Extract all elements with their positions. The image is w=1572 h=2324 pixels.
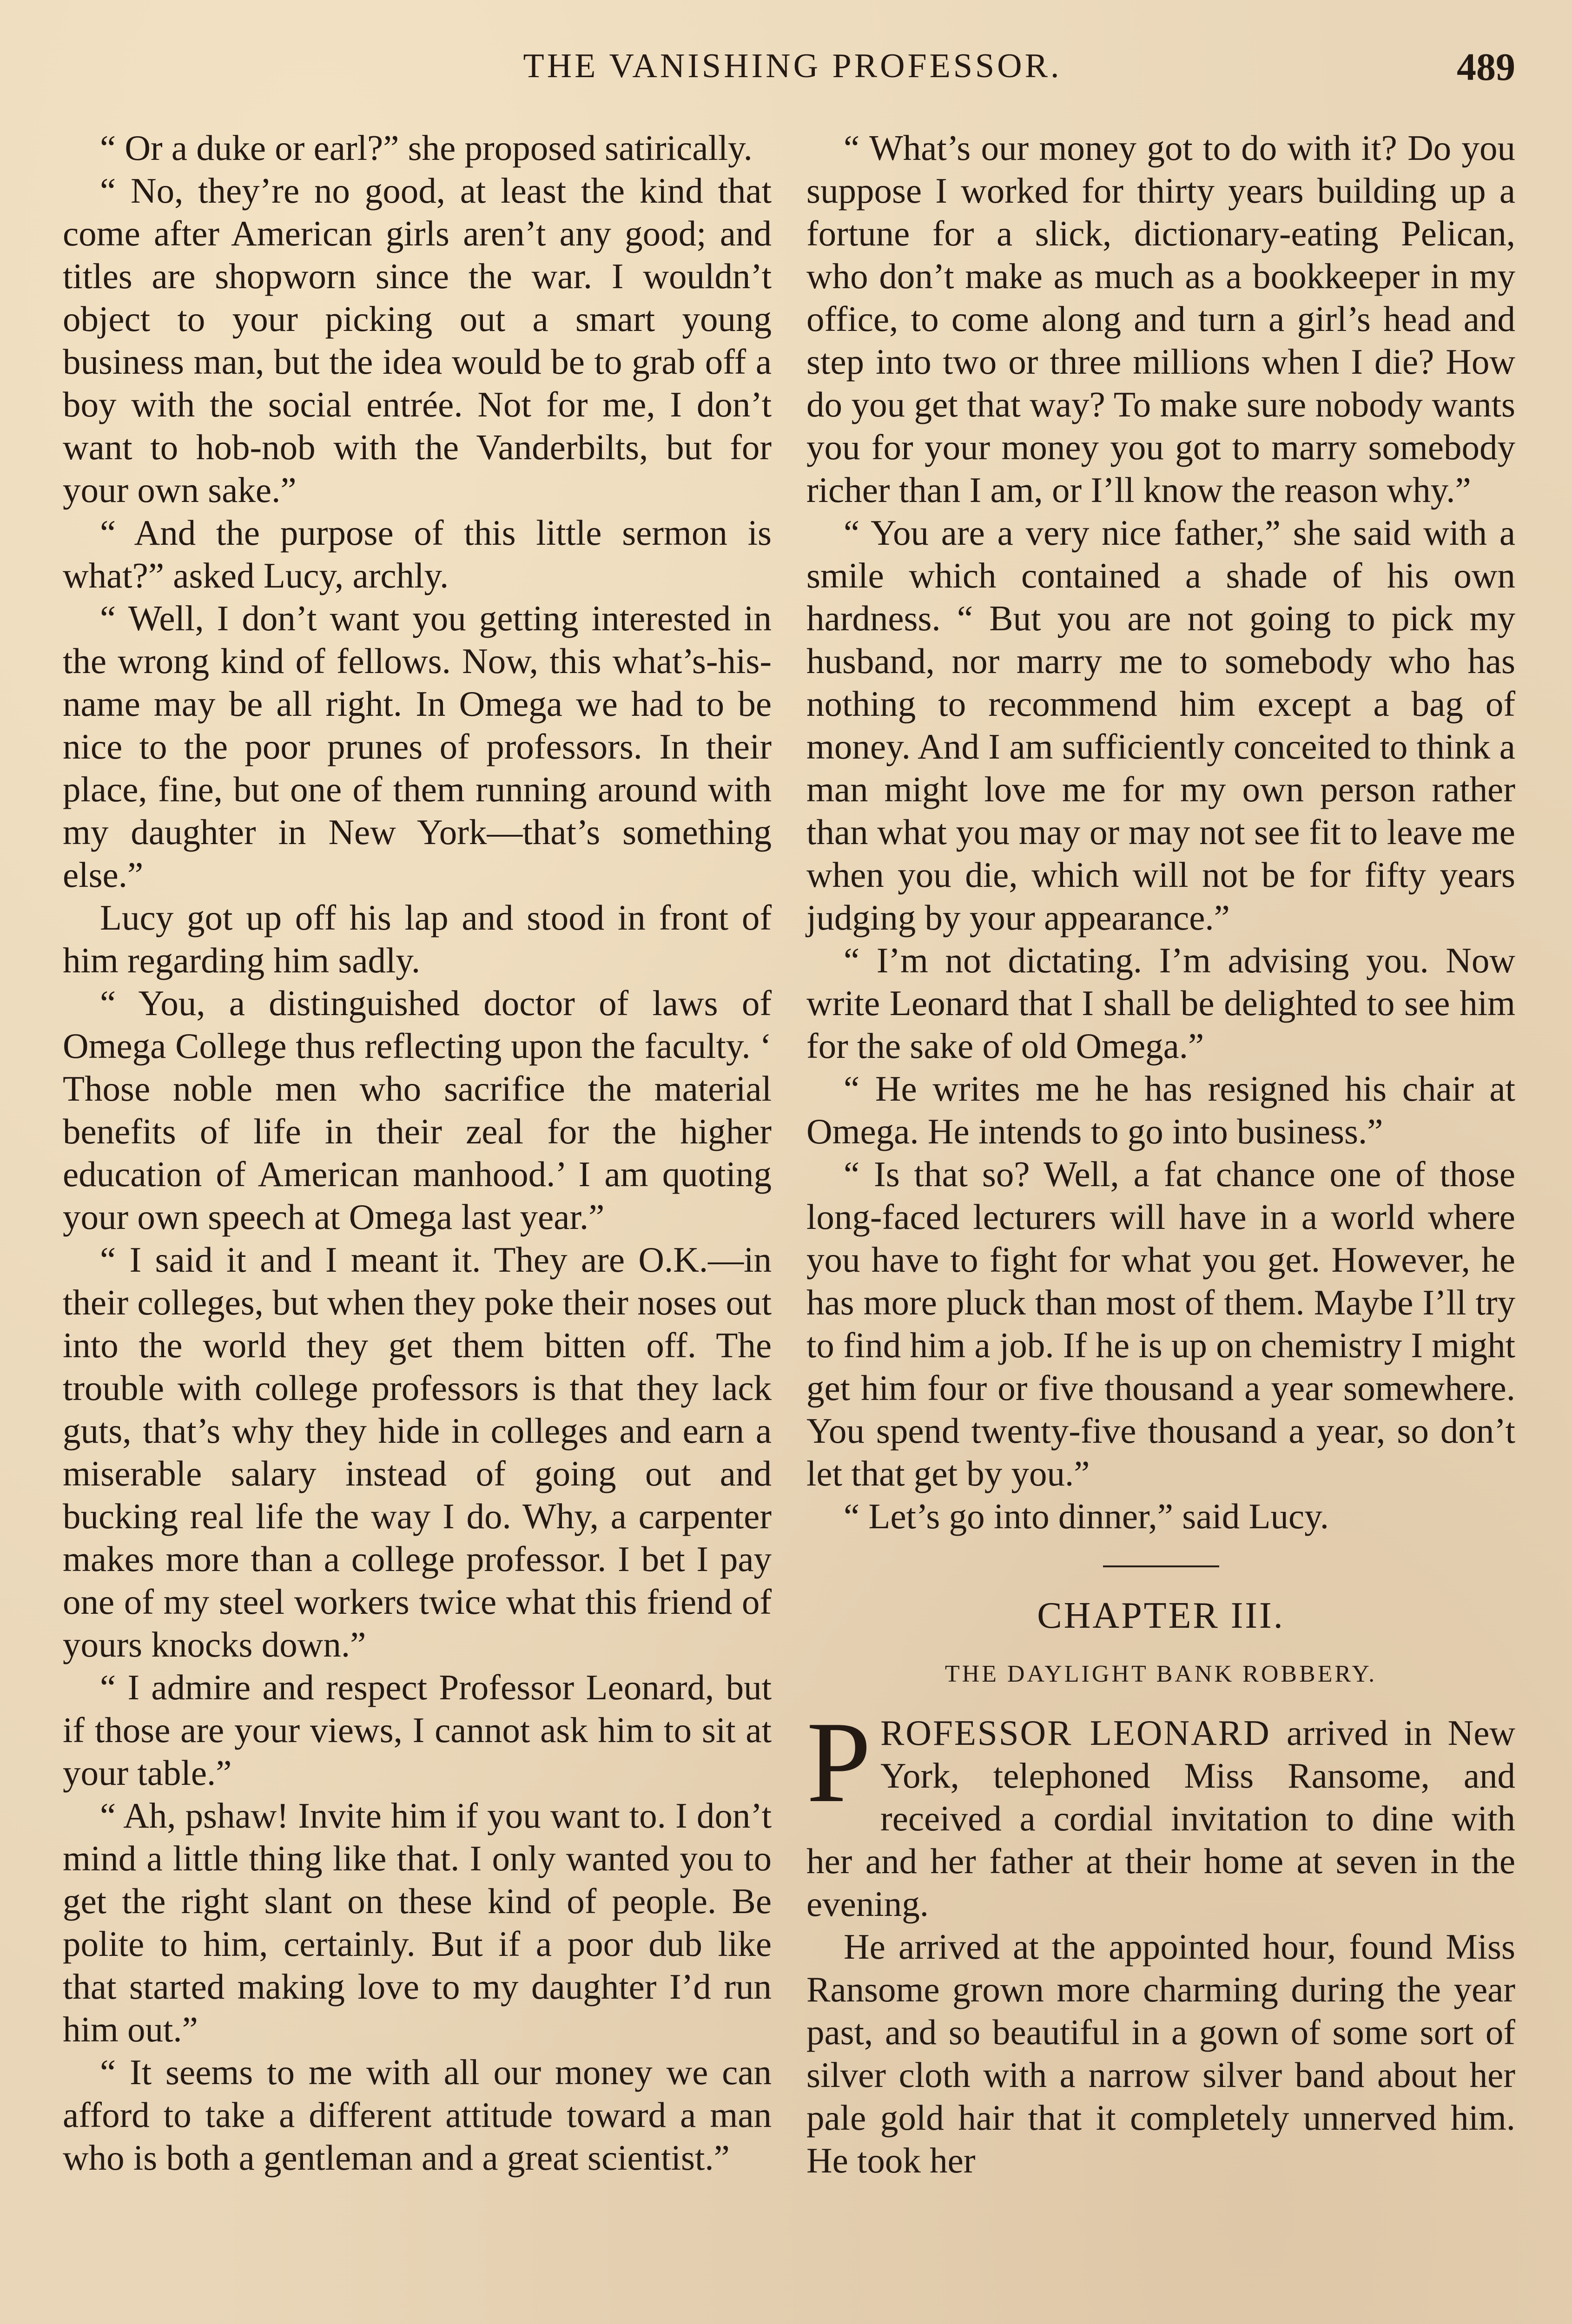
paragraph: “ I’m not dictating. I’m advising you. Now write Leonard that I shall be delighted to see him for the sake of old Omega.” [806,940,1515,1066]
chapter-title: CHAPTER III. [1037,1595,1285,1636]
paragraph: “ And the purpose of this little sermon is what?” asked Lucy, archly. [63,513,772,595]
paragraph: “ It seems to me with all our money we can afford to take a different attitude toward a man who is both a gentleman and a great scientist.” [63,2052,772,2178]
paragraph: “ What’s our money got to do with it? Do you suppose I worked for thirty years building up a fortune for a slick, dictionary-eating Pelican, who don’t make as much as a bookkeeper in my office, to come along and turn a girl’s head and step into two or three millions when I die? How do you get that way? To make sure nobody wants you for your money you got to marry somebody richer than I am, or I’ll know the reason why.” [806,128,1515,510]
paragraph: He arrived at the appointed hour, found Miss Ransome grown more charming during the year past, and so beautiful in a gown of some sort of silver cloth with a narrow silver band about her pale gold hair that it completely unnerved him. He took her [806,1927,1515,2180]
paragraph: “ You, a distinguished doctor of laws of Omega College thus reflecting upon the faculty. ‘ Those noble men who sacrifice the material benefits of life in their zeal for the higher education of American manhood.’ I am quoting your own speech at Omega last year.” [63,983,772,1237]
drop-cap: P [806,1698,872,1827]
paragraph: “ Or a duke or earl?” she proposed satirically. [100,128,753,168]
paragraph: Lucy got up off his lap and stood in front of him regarding him sadly. [63,898,772,980]
paragraph: “ Well, I don’t want you getting interested in the wrong kind of fellows. Now, this what’s-his-name may be all right. In Omega we had to be nice to the poor prunes of professors. In their place, fine, but one of them running around with my daughter in New York—that’s something else.” [63,598,772,895]
paragraph: “ He writes me he has resigned his chair at Omega. He intends to go into business.” [806,1069,1515,1151]
paragraph: “ Is that so? Well, a fat chance one of those long-faced lecturers will have in a world where you have to fight for what you get. However, he has more pluck than most of them. Maybe I’ll try to find him a job. If he is up on chemistry I might get him four or five thousand a year somewhere. You spend twenty-five thousand a year, so don’t let that get by you.” [806,1154,1515,1493]
paragraph: “ You are a very nice father,” she said with a smile which contained a shade of his own hardness. “ But you are not going to pick my husband, nor marry me to somebody who has nothing to recommend him except a bag of money. And I am sufficiently conceited to think a man might love me for my own person rather than what you may or may not see fit to leave me when you die, which will not be for fifty years judging by your appearance.” [806,513,1515,938]
paragraph: “ I admire and respect Professor Leonard, but if those are your views, I cannot ask him to sit at your table.” [63,1667,772,1793]
running-title: THE VANISHING PROFESSOR. [523,47,1062,85]
chapter-opening-paragraph [806,1698,1516,1925]
page-number: 489 [1457,46,1515,89]
right-column [806,126,1515,2182]
section-divider [1103,1565,1219,1567]
opening-text: arrived in New York, telephoned Miss Ransome, and received a cordial invitation to dine with her and her father at their home at seven in the evening. [806,1713,1516,1924]
left-column [63,126,772,2179]
paragraph: “ I said it and I meant it. They are O.K.—in their colleges, but when they poke their noses out into the world they get them bitten off. The trouble with college professors is that they lack guts, that’s why they hide in colleges and earn a miserable salary instead of going out and bucking real life the way I do. Why, a carpenter makes more than a college professor. I bet I pay one of my steel workers twice what this friend of yours knocks down.” [63,1240,772,1664]
paragraph: “ Ah, pshaw! Invite him if you want to. I don’t mind a little thing like that. I only wanted you to get the right slant on these kind of people. Be polite to him, certainly. But if a poor dub like that started making love to my daughter I’d run him out.” [63,1796,772,2049]
paragraph: “ Let’s go into dinner,” said Lucy. [844,1496,1329,1536]
chapter-subtitle: THE DAYLIGHT BANK ROBBERY. [945,1661,1377,1687]
running-header [65,46,1520,98]
paragraph: “ No, they’re no good, at least the kind that come after American girls aren’t any good; and titles are shopworn since the war. I wouldn’t object to your picking out a smart young business man, but the idea would be to grab off a boy with the social entrée. Not for me, I don’t want to hob-nob with the Vanderbilts, but for your own sake.” [63,171,772,510]
opening-small-caps: ROFESSOR LEONARD [880,1713,1271,1753]
